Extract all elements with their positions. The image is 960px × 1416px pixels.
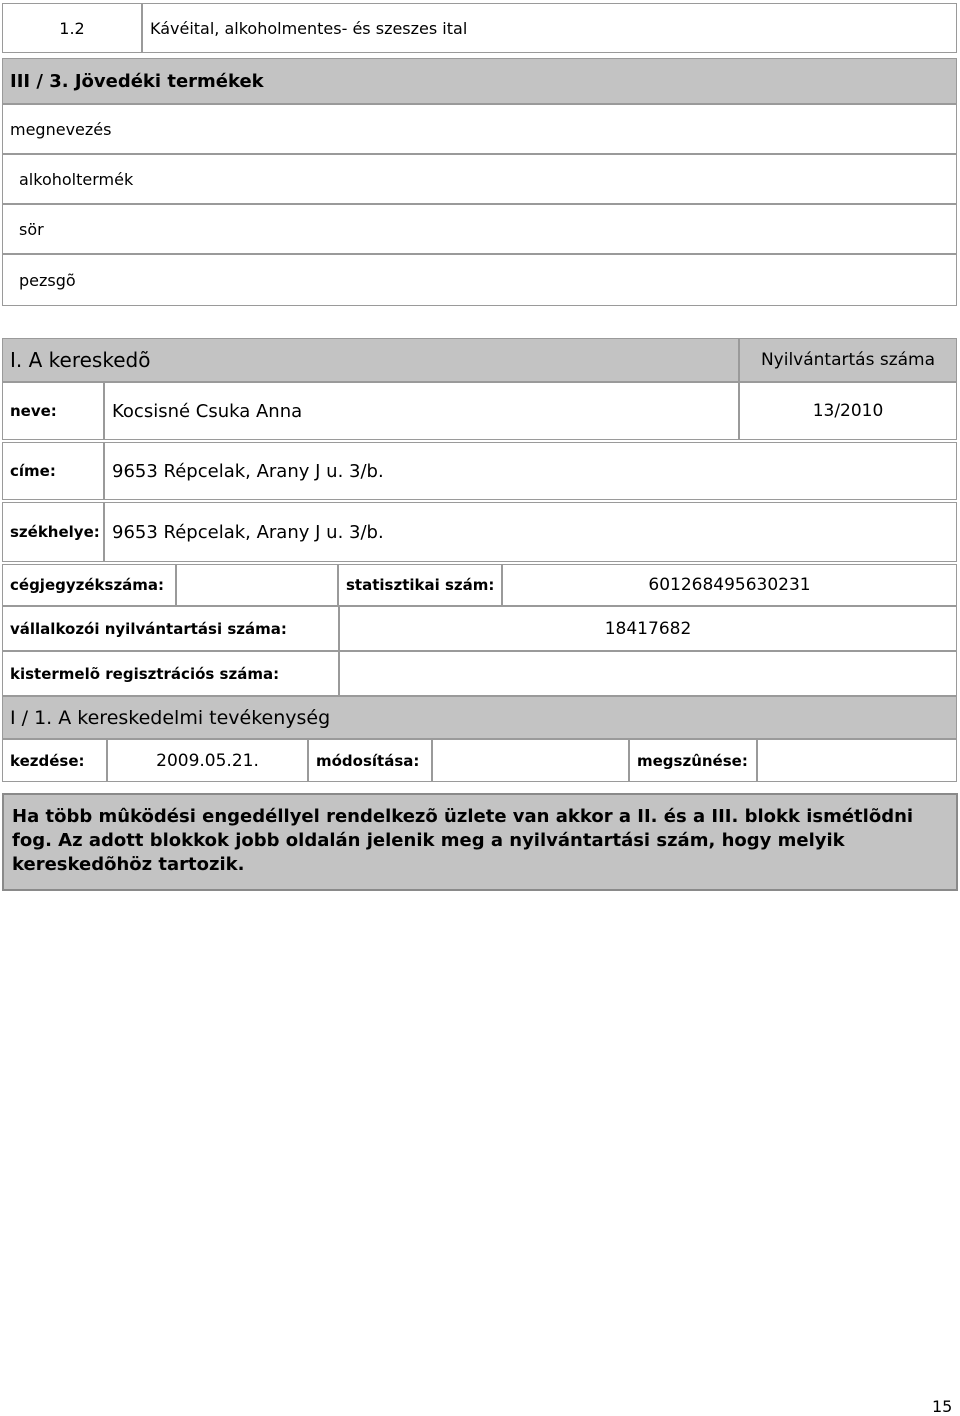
repeat-blocks-note: Ha több mûködési engedéllyel rendelkezõ üzlete van akkor a II. és a III. blokk ismétlõdni fog. Az adott blokkok jobb oldalán jelenik meg a nyilvántartási szám, hogy melyik kereskedõhöz tartozik. xyxy=(2,793,958,891)
statistical-number-value: 601268495630231 xyxy=(502,564,957,606)
category-name: Kávéital, alkoholmentes- és szeszes ital xyxy=(142,3,957,53)
address-value: 9653 Répcelak, Arany J u. 3/b. xyxy=(104,442,957,500)
category-number: 1.2 xyxy=(2,3,142,53)
statistical-number-label: statisztikai szám: xyxy=(338,564,502,606)
trader-name-value: Kocsisné Csuka Anna xyxy=(104,382,739,440)
modification-value xyxy=(432,739,629,782)
registration-number-value: 13/2010 xyxy=(739,382,957,440)
excise-name-header: megnevezés xyxy=(2,104,957,154)
excise-item-pezsgo: pezsgõ xyxy=(2,254,957,306)
termination-label: megszûnése: xyxy=(629,739,757,782)
excise-title: III / 3. Jövedéki termékek xyxy=(2,58,957,104)
page-number: 15 xyxy=(932,1397,953,1416)
modification-label: módosítása: xyxy=(308,739,432,782)
registration-number-header: Nyilvántartás száma xyxy=(739,338,957,382)
entrepreneur-reg-value: 18417682 xyxy=(339,606,957,651)
trader-title: I. A kereskedõ xyxy=(2,338,739,382)
producer-reg-value xyxy=(339,651,957,696)
address-label: címe: xyxy=(2,442,104,500)
termination-value xyxy=(757,739,957,782)
start-label: kezdése: xyxy=(2,739,107,782)
seat-label: székhelye: xyxy=(2,502,104,562)
producer-reg-label: kistermelõ regisztrációs száma: xyxy=(2,651,339,696)
entrepreneur-reg-label: vállalkozói nyilvántartási száma: xyxy=(2,606,339,651)
seat-value: 9653 Répcelak, Arany J u. 3/b. xyxy=(104,502,957,562)
start-value: 2009.05.21. xyxy=(107,739,308,782)
company-reg-value xyxy=(176,564,338,606)
excise-item-alkoholtermek: alkoholtermék xyxy=(2,154,957,204)
activity-title: I / 1. A kereskedelmi tevékenység xyxy=(2,696,957,739)
trader-name-label: neve: xyxy=(2,382,104,440)
company-reg-label: cégjegyzékszáma: xyxy=(2,564,176,606)
excise-item-sor: sör xyxy=(2,204,957,254)
